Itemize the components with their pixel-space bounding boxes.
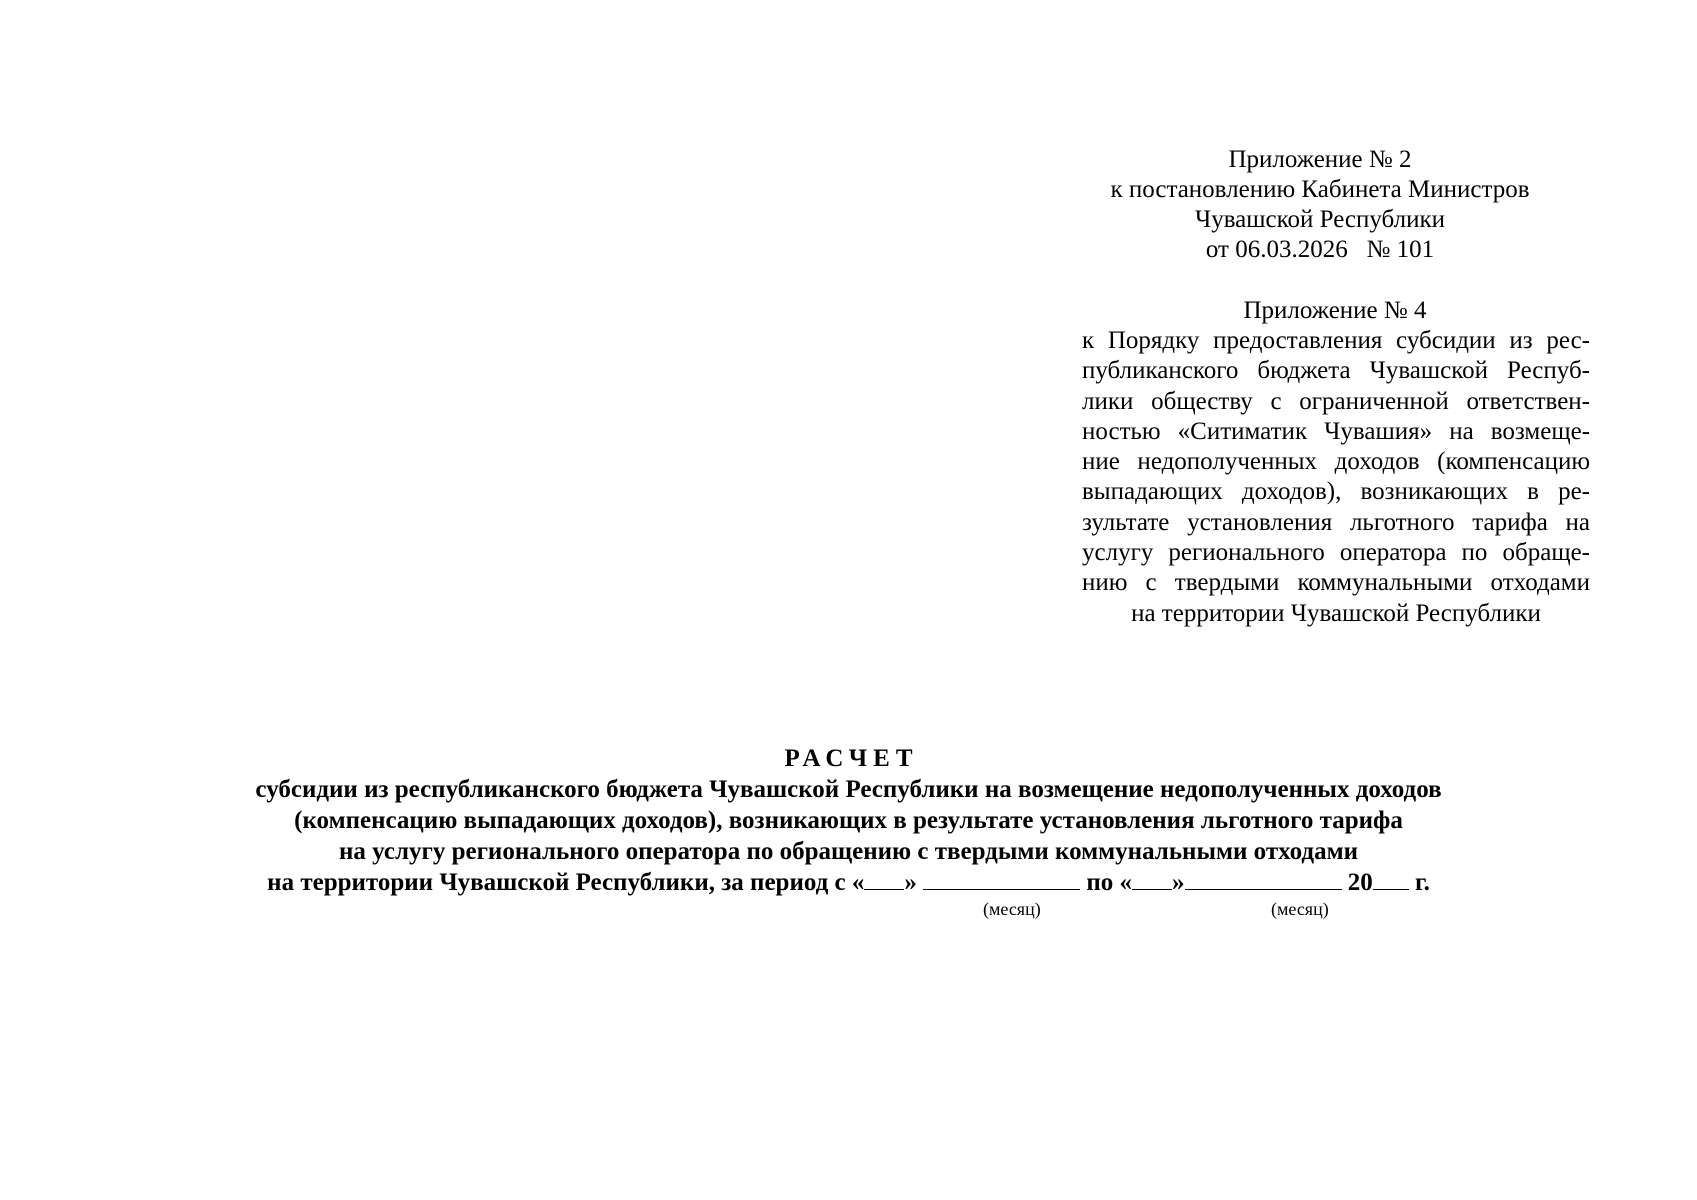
month-caption-start: (месяц) (983, 899, 1041, 919)
appendix-4-reference-text (1082, 326, 1590, 629)
reference-line: ние недополученных доходов (компенсацию (1082, 448, 1590, 476)
document-title (0, 743, 1697, 867)
republic-name: Чувашской Республики (1194, 206, 1446, 233)
decree-date-number: от 06.03.2026 № 101 (1205, 236, 1435, 263)
title-line: субсидии из республиканского бюджета Чувашской Республики на возмещение недополученных доходов (255, 776, 1442, 803)
year-prefix: 20 (1347, 869, 1373, 896)
period-prefix: на территории Чувашской Республики, за период с « (267, 869, 865, 896)
reference-line: ностью «Ситиматик Чувашия» на возмеще- (1082, 417, 1590, 445)
quote-close: » (1172, 869, 1185, 896)
year-blank (1373, 868, 1409, 890)
reference-line: публиканского бюджета Чувашской Респуб- (1082, 357, 1590, 385)
year-suffix: г. (1415, 869, 1430, 896)
appendix-2-reference (1080, 145, 1560, 265)
reference-line: выпадающих доходов), возникающих в ре- (1082, 478, 1590, 506)
reference-line: лики обществу с ограниченной ответствен- (1082, 387, 1590, 415)
end-day-blank (1132, 868, 1172, 890)
quote-close: » (904, 869, 917, 896)
period-line (0, 867, 1697, 898)
start-day-blank (864, 868, 904, 890)
reference-line: нию с твердыми коммунальными отходами (1082, 569, 1590, 597)
reference-line: услугу регионального оператора по обраще- (1082, 539, 1590, 567)
reference-line-last: на территории Чувашской Республики (1131, 599, 1541, 627)
month-caption-end: (месяц) (1271, 899, 1329, 919)
appendix-number: Приложение № 2 (1228, 146, 1412, 173)
title-line: на услугу регионального оператора по обращению с твердыми коммунальными отходами (338, 838, 1359, 865)
word-to: по « (1086, 869, 1133, 896)
start-month-blank (923, 868, 1080, 890)
reference-line: к Порядку предоставления субсидии из рес- (1082, 327, 1590, 354)
title-line: (компенсацию выпадающих доходов), возникающих в результате установления льготного тарифа (294, 807, 1403, 834)
decree-reference: к постановлению Кабинета Министров (1110, 176, 1530, 203)
end-month-blank (1185, 868, 1342, 890)
appendix-4-title: Приложение № 4 (1243, 297, 1427, 324)
reference-line: зультате установления льготного тарифа на (1082, 508, 1590, 536)
document-heading: РАСЧЕТ (784, 745, 919, 772)
